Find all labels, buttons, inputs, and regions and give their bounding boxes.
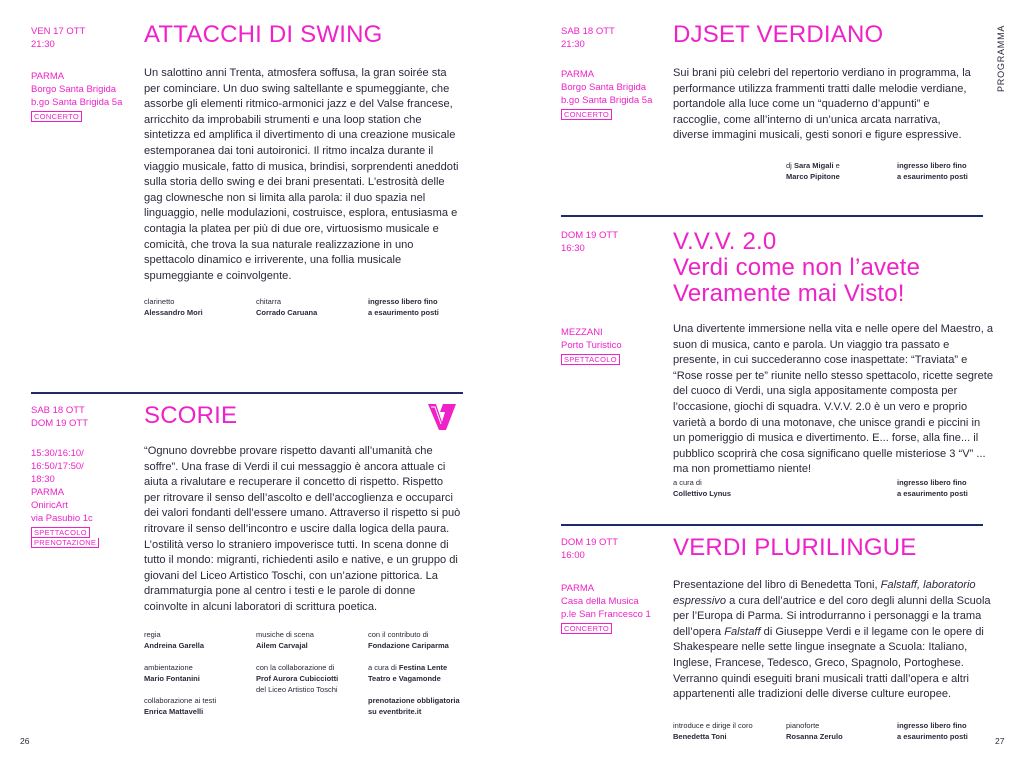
event-title: ATTACCHI DI SWING bbox=[144, 21, 383, 48]
credit-role: a cura di bbox=[368, 663, 397, 672]
event-title: DJSET VERDIANO bbox=[673, 21, 884, 48]
event-location bbox=[561, 68, 652, 120]
credit-role: regia bbox=[144, 630, 161, 639]
event-city: PARMA bbox=[31, 487, 65, 498]
admission-line: a esaurimento posti bbox=[897, 732, 968, 741]
section-divider bbox=[561, 215, 983, 217]
event-datetime bbox=[561, 536, 618, 562]
event-description bbox=[144, 66, 462, 284]
event-datetime bbox=[31, 25, 85, 51]
event-venue: Borgo Santa Brigida bbox=[31, 84, 117, 95]
booking-info bbox=[368, 695, 460, 717]
credit-name: Teatro e Vagamonde bbox=[368, 674, 441, 683]
admission-info bbox=[897, 720, 968, 742]
credit-block bbox=[256, 629, 314, 651]
credit-name: Sara Migali bbox=[793, 161, 834, 170]
credit-block bbox=[786, 160, 840, 182]
event-time: 16:30 bbox=[561, 243, 585, 254]
credit-role: chitarra bbox=[256, 297, 282, 306]
event-venue: Borgo Santa Brigida bbox=[561, 82, 647, 93]
event-title-line: Verdi come non l’avete bbox=[673, 254, 921, 281]
admission-line: ingresso libero fino bbox=[897, 721, 967, 730]
credit-name: Alessandro Mori bbox=[144, 308, 203, 317]
event-description bbox=[673, 322, 995, 478]
credit-role: collaborazione ai testi bbox=[144, 696, 217, 705]
category-tag: SPETTACOLO bbox=[561, 354, 620, 365]
credit-name: Mario Fontanini bbox=[144, 674, 200, 683]
event-title: VERDI PLURILINGUE bbox=[673, 534, 917, 561]
credit-block bbox=[144, 296, 203, 318]
event-description bbox=[144, 444, 462, 616]
event-datetime bbox=[561, 229, 618, 255]
category-tag: CONCERTO bbox=[31, 111, 82, 122]
event-location bbox=[31, 447, 99, 548]
credit-name: Benedetta Toni bbox=[673, 732, 727, 741]
category-tag: SPETTACOLO bbox=[31, 527, 90, 538]
admission-info bbox=[897, 160, 968, 182]
event-description-text: Una divertente immersione nella vita e nelle opere del Maestro, a suon di musica, canto e parola. Un viaggio tra passato e presente, in cui succederanno cose inaspettate: “Traviata” e “Rose rosse per te” riunite nello stesso spettacolo, ricette segrete del cuoco di Verdi, una sigla appositamente composta per l’occasione, giochi di squadra. V.V.V. 2.0 è un vero e proprio varietà a bordo di una motonave, che unisce grandi e piccini in un pomeriggio di musica e divertimento. E... forse, alla fine... il pubblico scoprirà che cosa significano quelle misteriose 3 “V” ... ma non promettiamo niente! bbox=[673, 323, 994, 476]
credit-block bbox=[144, 662, 200, 684]
credit-role: pianoforte bbox=[786, 721, 820, 730]
event-time: 21:30 bbox=[31, 39, 55, 50]
event-description-text: Sui brani più celebri del repertorio verdiano in programma, la performance utilizza frammenti tratti dalle melodie verdiane, portandole alla luce come un “quaderno d’appunti” e raccoglie, come all’interno di un’unica arcata narrativa, diverse immagini musicali, gesti sonori e figure espressive. bbox=[673, 67, 971, 142]
page-number: 27 bbox=[995, 736, 1005, 746]
event-address: via Pasubio 1c bbox=[31, 513, 93, 524]
event-date: DOM 19 OTT bbox=[31, 418, 89, 429]
event-title bbox=[673, 229, 920, 307]
event-datetime bbox=[31, 404, 88, 430]
credit-name: Corrado Caruana bbox=[256, 308, 318, 317]
event-location bbox=[31, 70, 122, 122]
event-city: PARMA bbox=[31, 71, 65, 82]
event-description bbox=[673, 578, 991, 703]
credit-role: con il contributo di bbox=[368, 630, 429, 639]
admission-line: a esaurimento posti bbox=[368, 308, 439, 317]
credit-name: Ailem Carvajal bbox=[256, 641, 308, 650]
event-title-line: V.V.V. 2.0 bbox=[673, 228, 777, 255]
category-tag: CONCERTO bbox=[561, 623, 612, 634]
event-date: DOM 19 OTT bbox=[561, 230, 619, 241]
event-date: SAB 18 OTT bbox=[561, 26, 615, 37]
event-venue: Porto Turistico bbox=[561, 340, 622, 351]
event-title: SCORIE bbox=[144, 402, 238, 429]
credit-role: clarinetto bbox=[144, 297, 175, 306]
event-location bbox=[561, 582, 651, 634]
v-logo-icon bbox=[426, 402, 458, 432]
event-description-text: Un salottino anni Trenta, atmosfera soffusa, la gran soirée sta per cominciare. Un duo swing saltellante e spumeggiante, che assorbe gli elementi ritmico-armonici jazz e del Valse francese, arricchito da improbabili strumenti e una loop station che sintetizza ed amplifica il divertimento di una creazione musicale estemporanea dai toni autoironici. Il ritmo incalza durante il viaggio musicale, fatto di musica, brindisi, sorprendenti aneddoti sulla storia dello swing e dei brani presentati. L'estrosità delle gag clownesche non si limita alla parola: il duo spazia nel linguaggio, nelle modulazioni, costruisce, esplora, entusiasma e contagia la platea per più di due ore, virtuosismo musicale e comicità, che trova la sua naturale realizzazione in uno spettacolo dinamico e irriverente, una follia musicale spumeggiante e coinvolgente. bbox=[144, 67, 459, 282]
event-description-text: Presentazione del libro di Benedetta Toni, Falstaff, laboratorio espressivo a cura dell’autrice e del coro degli alunni della Scuola per l’Europa di Parma. Si introdurranno i personaggi e la trama dell’opera Falstaff di Giuseppe Verdi e il legame con le opere di Shakespeare nelle sette lingue insegnate a Scuola: Italiano, Inglese, Francese, Tedesco, Greco, Spagnolo, Portoghese. Verranno quindi eseguiti brani musicali tratti dall’opera e altri appartenenti alle tradizioni delle diverse culture europee. bbox=[673, 579, 991, 701]
event-date: SAB 18 OTT bbox=[31, 405, 85, 416]
admission-info bbox=[368, 296, 439, 318]
credit-name: Marco Pipitone bbox=[786, 172, 840, 181]
credit-block bbox=[256, 662, 338, 695]
credit-role: dj bbox=[786, 161, 792, 170]
admission-line: ingresso libero fino bbox=[368, 297, 438, 306]
credit-block bbox=[144, 629, 204, 651]
event-date: VEN 17 OTT bbox=[31, 26, 86, 37]
event-address: b.go Santa Brigida 5a bbox=[561, 95, 653, 106]
event-address: b.go Santa Brigida 5a bbox=[31, 97, 123, 108]
admission-info bbox=[897, 477, 968, 499]
credit-role: musiche di scena bbox=[256, 630, 314, 639]
credit-affiliation: del Liceo Artistico Toschi bbox=[256, 685, 338, 694]
event-description bbox=[673, 66, 973, 144]
event-time: 18:30 bbox=[31, 474, 55, 485]
credit-name: Prof Aurora Cubicciotti bbox=[256, 674, 339, 683]
event-title-line: Veramente mai Visto! bbox=[673, 280, 905, 307]
event-time: 16:00 bbox=[561, 550, 585, 561]
event-city: PARMA bbox=[561, 69, 595, 80]
credit-name: Enrica Mattavelli bbox=[144, 707, 204, 716]
credit-role: con la collaborazione di bbox=[256, 663, 335, 672]
credit-block bbox=[368, 662, 447, 684]
booking-line: su eventbrite.it bbox=[368, 707, 422, 716]
event-datetime bbox=[561, 25, 615, 51]
admission-line: a esaurimento posti bbox=[897, 172, 968, 181]
event-city: PARMA bbox=[561, 583, 595, 594]
section-divider bbox=[31, 392, 463, 394]
credit-role: a cura di bbox=[673, 478, 702, 487]
booking-tag: PRENOTAZIONE bbox=[31, 538, 99, 548]
credit-block bbox=[368, 629, 449, 651]
page-number: 26 bbox=[20, 736, 30, 746]
credit-joiner: e bbox=[835, 161, 840, 170]
event-city: MEZZANI bbox=[561, 327, 603, 338]
credit-block bbox=[144, 695, 216, 717]
credit-name: Festina Lente bbox=[398, 663, 448, 672]
booking-line: prenotazione obbligatoria bbox=[368, 696, 460, 705]
event-time: 15:30/16:10/ bbox=[31, 448, 84, 459]
credit-name: Rosanna Zerulo bbox=[786, 732, 843, 741]
credit-name: Collettivo Lynus bbox=[673, 489, 732, 498]
credit-block bbox=[673, 477, 731, 499]
event-address: p.le San Francesco 1 bbox=[561, 609, 651, 620]
credit-name: Andreina Garella bbox=[144, 641, 205, 650]
admission-line: a esaurimento posti bbox=[897, 489, 968, 498]
credit-role: introduce e dirige il coro bbox=[673, 721, 753, 730]
event-time: 16:50/17:50/ bbox=[31, 461, 84, 472]
event-venue: Casa della Musica bbox=[561, 596, 639, 607]
event-description-text: “Ognuno dovrebbe provare rispetto davanti all’umanità che soffre”. Una frase di Verdi il cui messaggio è ancora attuale ci aiuta a rivalutare e recuperare il concetto di rispetto. Rispetto per ritrovare il senso dell’ascolto e dell’accoglienza e occuparci dei valori fondanti dell’essere umano. Attraverso il rispetto si può ritrovare il senso dell’incontro e uscire dalla logica della paura. L’ostilità verso lo straniero impoverisce tutti. In scena donne di tutto il mondo: migranti, richiedenti asilo e native, e un gruppo di giovani del Liceo Artistico Toschi, con un’azione pittorica. La drammaturgia pone al centro i testi e le parole di donne coinvolte in alcuni laboratori di scrittura poetica. bbox=[144, 445, 461, 613]
category-tag: CONCERTO bbox=[561, 109, 612, 120]
credit-block bbox=[673, 720, 753, 742]
credit-block bbox=[786, 720, 843, 742]
credit-name: Fondazione Cariparma bbox=[368, 641, 449, 650]
credit-block bbox=[256, 296, 317, 318]
admission-line: ingresso libero fino bbox=[897, 478, 967, 487]
admission-line: ingresso libero fino bbox=[897, 161, 967, 170]
event-time: 21:30 bbox=[561, 39, 585, 50]
credit-role: ambientazione bbox=[144, 663, 193, 672]
section-divider bbox=[561, 524, 983, 526]
event-venue: OniricArt bbox=[31, 500, 68, 511]
event-location bbox=[561, 326, 622, 365]
event-date: DOM 19 OTT bbox=[561, 537, 619, 548]
section-side-label: PROGRAMMA bbox=[996, 24, 1006, 92]
